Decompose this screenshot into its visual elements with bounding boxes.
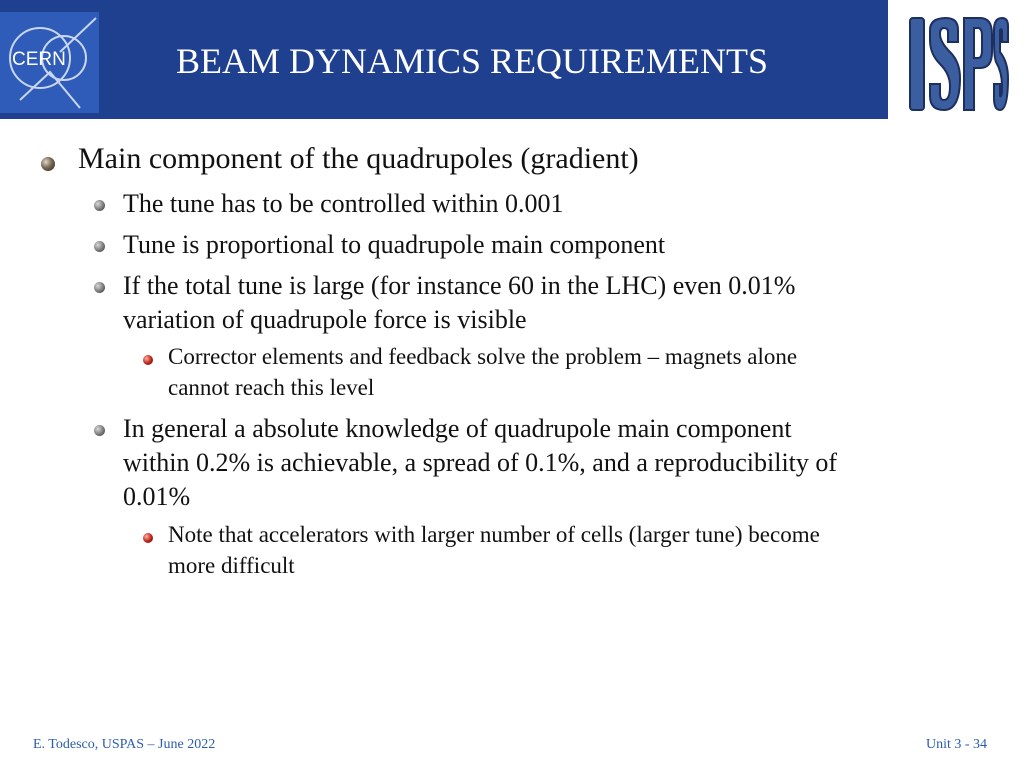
bullet-icon bbox=[94, 282, 105, 293]
page-title: BEAM DYNAMICS REQUIREMENTS bbox=[176, 41, 769, 81]
bullet-note-line2: more difficult bbox=[168, 553, 295, 578]
bullet-icon bbox=[143, 533, 153, 543]
bullet-absolute-knowledge-line2: within 0.2% is achievable, a spread of 0.1%, and a reproducibility of bbox=[123, 448, 838, 477]
bullet-main-component: Main component of the quadrupoles (gradient) bbox=[78, 142, 639, 175]
bullet-icon bbox=[143, 355, 153, 365]
bullet-corrector-line2: cannot reach this level bbox=[168, 375, 375, 400]
bullet-corrector-line1: Corrector elements and feedback solve the problem – magnets alone bbox=[168, 344, 798, 369]
bullet-total-tune-line2: variation of quadrupole force is visible bbox=[123, 305, 527, 334]
footer-author: E. Todesco, USPAS – June 2022 bbox=[33, 737, 216, 752]
bullet-tune-proportional: Tune is proportional to quadrupole main component bbox=[123, 230, 666, 259]
bullet-icon bbox=[94, 241, 105, 252]
bullet-icon bbox=[41, 157, 55, 171]
bullet-icon bbox=[94, 425, 105, 436]
bullet-tune-controlled: The tune has to be controlled within 0.001 bbox=[123, 189, 564, 218]
bullet-icon bbox=[94, 200, 105, 211]
bullet-absolute-knowledge-line1: In general a absolute knowledge of quadrupole main component bbox=[123, 414, 792, 443]
bullet-total-tune-line1: If the total tune is large (for instance 60 in the LHC) even 0.01% bbox=[123, 271, 796, 300]
bullet-note-line1: Note that accelerators with larger number of cells (larger tune) become bbox=[168, 522, 820, 547]
svg-text:CERN: CERN bbox=[12, 49, 66, 70]
bullet-absolute-knowledge-line3: 0.01% bbox=[123, 482, 191, 511]
footer-page-number: Unit 3 - 34 bbox=[926, 737, 988, 752]
